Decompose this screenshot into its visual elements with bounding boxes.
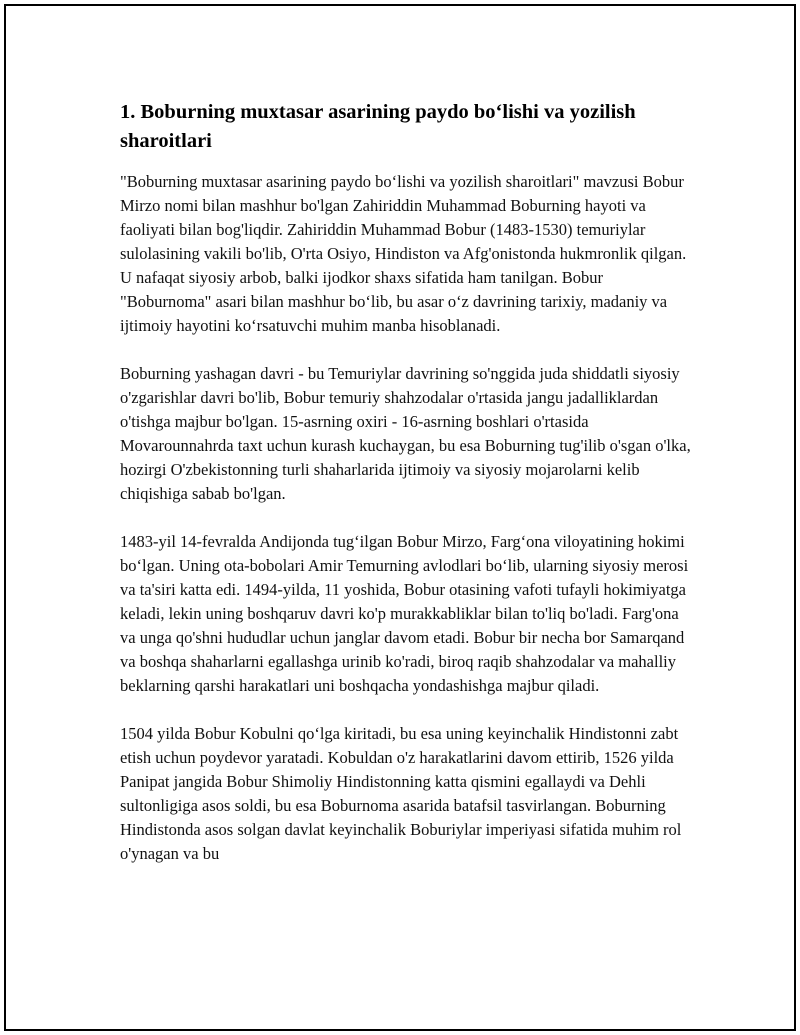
document-body xyxy=(120,98,692,890)
section-heading: 1. Boburning muxtasar asarining paydo bo‘lishi va yozilish sharoitlari xyxy=(120,101,636,152)
paragraph-3: 1483-yil 14-fevralda Andijonda tug‘ilgan Bobur Mirzo, Farg‘ona viloyatining hokimi bo‘lgan. Uning ota-bobolari Amir Temurning avlodlari bo‘lib, ularning siyosiy merosi va ta'siri katta edi. 1494-yilda, 11 yoshida, Bobur otasining vafoti tufayli hokimiyatga keladi, lekin uning boshqaruv davri ko'p murakkabliklar bilan to'liq bo'ladi. Farg'ona va unga qo'shni hududlar uchun janglar davom etadi. Bobur bir necha bor Samarqand va boshqa shaharlarni egallashga urinib ko'radi, biroq raqib shahzodalar va mahalliy beklarning qarshi harakatlari uni boshqacha yondashishga majbur qiladi. xyxy=(120,532,689,695)
page-frame xyxy=(4,4,796,1031)
paragraph-4: 1504 yilda Bobur Kobulni qo‘lga kiritadi, bu esa uning keyinchalik Hindistonni zabt etish uchun poydevor yaratadi. Kobuldan o'z harakatlarini davom ettirib, 1526 yilda Panipat jangida Bobur Shimoliy Hindistonning katta qismini egallaydi va Dehli sultonligiga asos soldi, bu esa Boburnoma asarida batafsil tasvirlangan. Boburning Hindistonda asos solgan davlat keyinchalik Boburiylar imperiyasi sifatida muhim rol o'ynagan va bu xyxy=(120,724,682,863)
paragraph-2: Boburning yashagan davri - bu Temuriylar davrining so'nggida juda shiddatli siyosiy o'zgarishlar davri bo'lib, Bobur temuriy shahzodalar o'rtasida jangu jadalliklardan o'tishga majbur bo'lgan. 15-asrning oxiri - 16-asrning boshlari o'rtasida Movarounnahrda taxt uchun kurash kuchaygan, bu esa Boburning tug'ilib o'sgan o'lka, hozirgi O'zbekistonning turli shaharlarida ijtimoiy va siyosiy mojarolarni kelib chiqishiga sabab bo'lgan. xyxy=(120,364,691,503)
paragraph-1: "Boburning muxtasar asarining paydo bo‘lishi va yozilish sharoitlari" mavzusi Bobur Mirzo nomi bilan mashhur bo'lgan Zahiriddin Muhammad Boburning hayoti va faoliyati bilan bog'liqdir. Zahiriddin Muhammad Bobur (1483-1530) temuriylar sulolasining vakili bo'lib, O'rta Osiyo, Hindiston va Afg'onistonda hukmronlik qilgan. U nafaqat siyosiy arbob, balki ijodkor shaxs sifatida ham tanilgan. Bobur "Boburnoma" asari bilan mashhur bo‘lib, bu asar o‘z davrining tarixiy, madaniy va ijtimoiy hayotini ko‘rsatuvchi muhim manba hisoblanadi. xyxy=(120,172,687,335)
